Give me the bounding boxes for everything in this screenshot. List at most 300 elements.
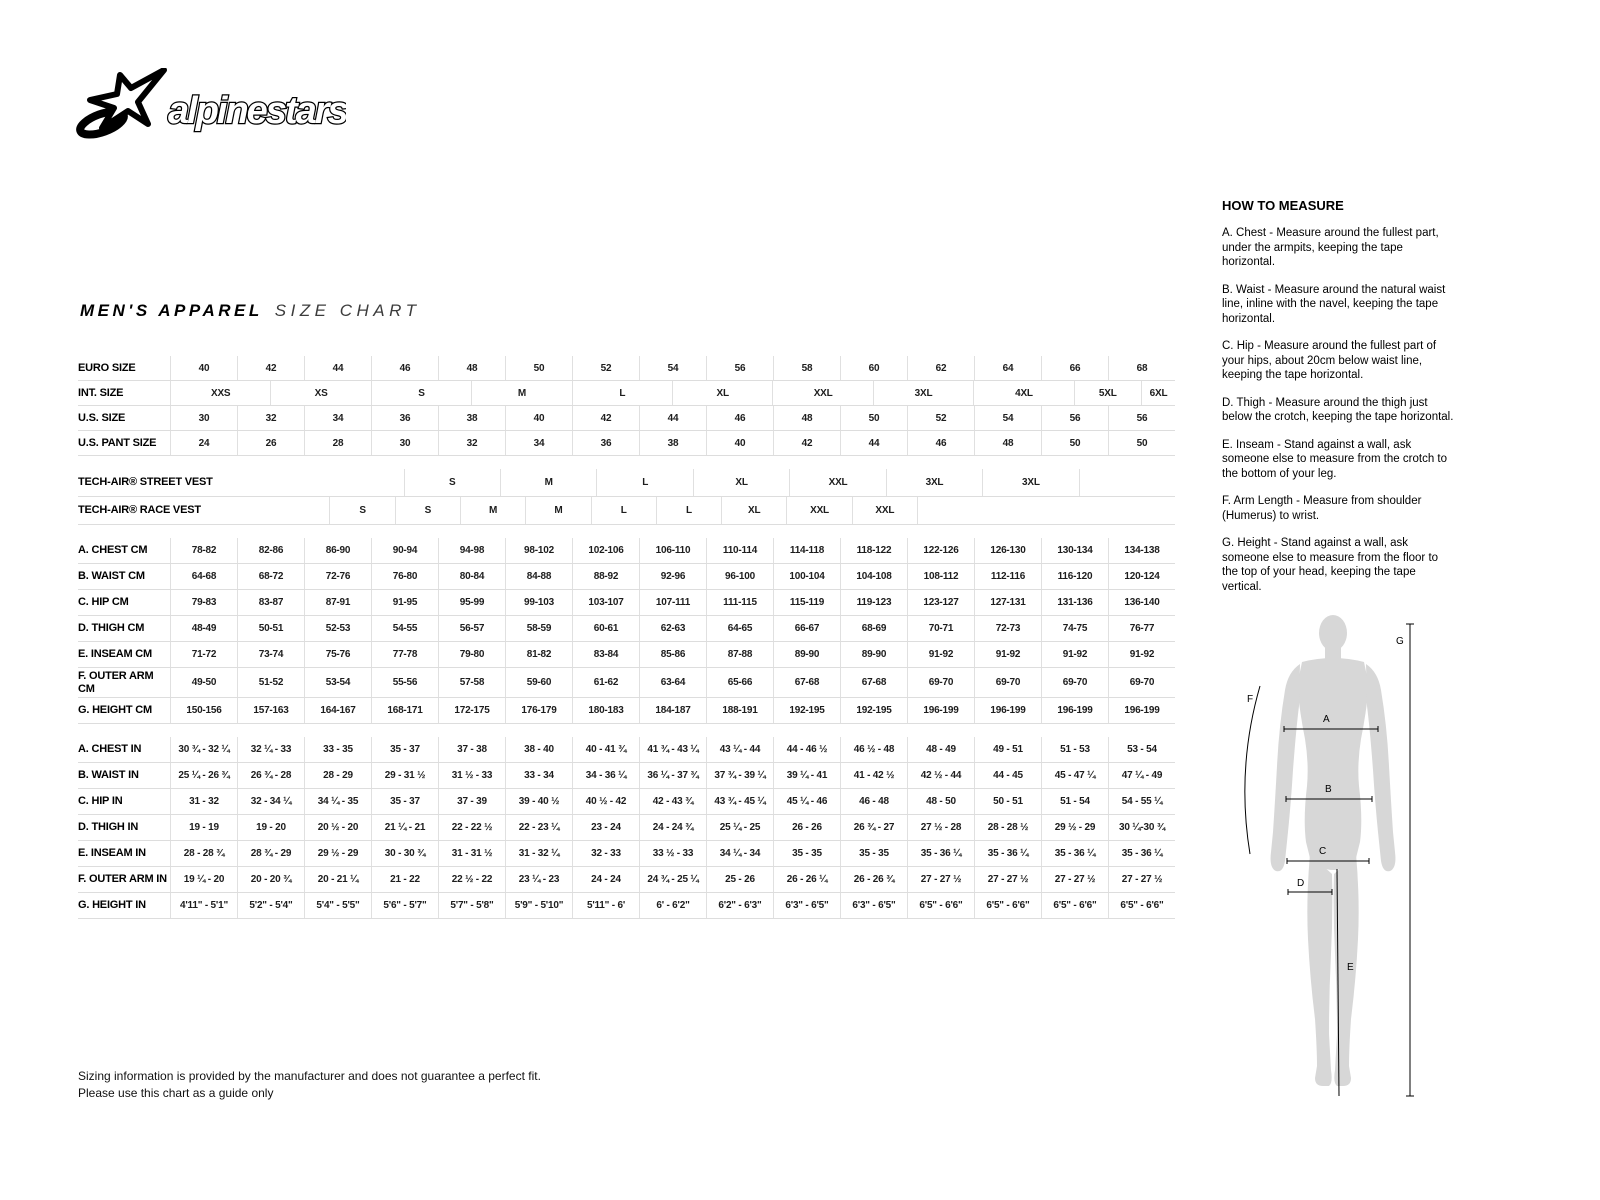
size-cell: 3XL (873, 381, 973, 405)
size-cell: 24 - 24 (572, 867, 639, 892)
size-cell: 4XL (973, 381, 1073, 405)
row-label: F. OUTER ARM IN (78, 873, 167, 886)
size-cell: 29 ½ - 29 (1041, 815, 1108, 840)
size-cell: 31 - 32 ¼ (505, 841, 572, 866)
table-row (78, 406, 1175, 431)
size-cell: 27 ½ - 28 (907, 815, 974, 840)
size-cell: 131-136 (1041, 590, 1108, 615)
size-cell: 35 - 37 (371, 789, 438, 814)
size-cell: 6'3" - 6'5" (773, 893, 840, 918)
label-chest: A (1323, 714, 1330, 725)
size-cell: 122-126 (907, 538, 974, 563)
size-cell: 58 (773, 356, 840, 380)
size-cell: 36 ¼ - 37 ¾ (639, 763, 706, 788)
size-cell: 50-51 (237, 616, 304, 641)
size-cell: 6'5" - 6'6" (1108, 893, 1175, 918)
size-cell: 91-95 (371, 590, 438, 615)
size-cell: L (591, 497, 656, 524)
measure-instruction: C. Hip - Measure around the fullest part of your hips, about 20cm below waist line, keeping the tape horizontal. (1222, 340, 1437, 381)
measure-instruction: A. Chest - Measure around the fullest part, under the armpits, keeping the tape horizontal. (1222, 227, 1439, 268)
size-cell: 36 (572, 431, 639, 455)
size-cell: 196-199 (1041, 698, 1108, 723)
size-cell: 49 - 51 (974, 737, 1041, 762)
size-cell: 5'7" - 5'8" (438, 893, 505, 918)
size-cell: 196-199 (1108, 698, 1175, 723)
size-cell: 91-92 (1108, 642, 1175, 667)
size-cell: 44 (639, 406, 706, 430)
size-cell: 78-82 (170, 538, 237, 563)
size-cell: 69-70 (1108, 668, 1175, 697)
size-cell: 89-90 (840, 642, 907, 667)
size-cell: 42 ½ - 44 (907, 763, 974, 788)
table-row (78, 698, 1175, 724)
size-cell: 69-70 (1041, 668, 1108, 697)
size-cell: 25 - 26 (706, 867, 773, 892)
body-silhouette (1271, 615, 1396, 1086)
size-cell: 118-122 (840, 538, 907, 563)
size-cell: 40 (170, 356, 237, 380)
size-cell: 25 ¼ - 26 ¾ (170, 763, 237, 788)
row-label: TECH-AIR® STREET VEST (78, 476, 213, 489)
size-cell: 60 (840, 356, 907, 380)
size-cell: 4'11" - 5'1" (170, 893, 237, 918)
size-cell: 6'5" - 6'6" (974, 893, 1041, 918)
size-cell: 32 ¼ - 33 (237, 737, 304, 762)
size-cell: 55-56 (371, 668, 438, 697)
size-cell: 48 - 50 (907, 789, 974, 814)
size-cell: 45 - 47 ¼ (1041, 763, 1108, 788)
table-row (78, 642, 1175, 668)
size-cell: 68-69 (840, 616, 907, 641)
row-label: C. HIP IN (78, 795, 123, 808)
size-cell: 91-92 (974, 642, 1041, 667)
size-cell: 50 - 51 (974, 789, 1041, 814)
title-main: MEN'S APPAREL (80, 301, 263, 320)
size-cell: 81-82 (505, 642, 572, 667)
size-cell: 56 (1041, 406, 1108, 430)
row-label: TECH-AIR® RACE VEST (78, 504, 201, 517)
size-cell: 39 ¼ - 41 (773, 763, 840, 788)
size-cell: 136-140 (1108, 590, 1175, 615)
size-cell: 6' - 6'2" (639, 893, 706, 918)
size-cell: 20 ½ - 20 (304, 815, 371, 840)
alpinestars-logo (76, 68, 346, 151)
size-cell: 5'2" - 5'4" (237, 893, 304, 918)
size-cell: 42 (237, 356, 304, 380)
size-cell: 24 ¾ - 25 ¼ (639, 867, 706, 892)
size-cell: 34 (304, 406, 371, 430)
size-cell: 32 (237, 406, 304, 430)
size-cell: M (525, 497, 590, 524)
size-cell: 48-49 (170, 616, 237, 641)
size-cell: 65-66 (706, 668, 773, 697)
size-cell: 25 ¼ - 25 (706, 815, 773, 840)
size-cell: 91-92 (907, 642, 974, 667)
size-cell: 46 (907, 431, 974, 455)
size-cell: 130-134 (1041, 538, 1108, 563)
size-cell: 34 (505, 431, 572, 455)
row-label: D. THIGH IN (78, 821, 139, 834)
size-cell: M (460, 497, 525, 524)
size-cell: 64-68 (170, 564, 237, 589)
table-row (78, 356, 1175, 381)
row-label: E. INSEAM IN (78, 847, 146, 860)
size-cell: 37 - 39 (438, 789, 505, 814)
row-label: A. CHEST IN (78, 743, 142, 756)
size-cell: 6XL (1141, 381, 1175, 405)
size-cell: XXL (789, 469, 885, 496)
size-cell: 126-130 (974, 538, 1041, 563)
size-cell: 41 - 42 ½ (840, 763, 907, 788)
row-label: C. HIP CM (78, 596, 129, 609)
table-row (78, 737, 1175, 763)
size-cell: 31 - 31 ½ (438, 841, 505, 866)
size-cell: 76-80 (371, 564, 438, 589)
size-cell: 62-63 (639, 616, 706, 641)
size-cell: 50 (840, 406, 907, 430)
row-label: U.S. PANT SIZE (78, 436, 157, 449)
size-cell: 192-195 (840, 698, 907, 723)
size-cell: L (596, 469, 692, 496)
size-cell: 53-54 (304, 668, 371, 697)
table-row (78, 763, 1175, 789)
size-cell: 35 - 35 (773, 841, 840, 866)
size-cell: 91-92 (1041, 642, 1108, 667)
size-cell: 184-187 (639, 698, 706, 723)
size-cell: 44 - 46 ½ (773, 737, 840, 762)
size-cell: XL (672, 381, 772, 405)
size-cell: 79-80 (438, 642, 505, 667)
size-cell: 150-156 (170, 698, 237, 723)
size-cell: 19 - 19 (170, 815, 237, 840)
row-label: G. HEIGHT IN (78, 899, 146, 912)
row-label: F. OUTER ARM CM (78, 670, 154, 695)
size-cell: 180-183 (572, 698, 639, 723)
size-cell: 48 (438, 356, 505, 380)
table-row (78, 564, 1175, 590)
size-cell: 40 (505, 406, 572, 430)
size-cell: 52 (907, 406, 974, 430)
size-cell: 87-91 (304, 590, 371, 615)
table-row (78, 616, 1175, 642)
size-cell: 35 - 37 (371, 737, 438, 762)
size-cell (201, 497, 330, 524)
measure-instruction: B. Waist - Measure around the natural waist line, inline with the navel, keeping the tape horizontal. (1222, 283, 1446, 325)
size-cell: 24 - 24 ¾ (639, 815, 706, 840)
size-cell: M (471, 381, 571, 405)
size-cell: 35 - 36 ¼ (974, 841, 1041, 866)
size-cell: 74-75 (1041, 616, 1108, 641)
size-cell: 82-86 (237, 538, 304, 563)
size-cell: 37 - 38 (438, 737, 505, 762)
alpinestars-star-icon (77, 70, 164, 139)
size-cell: 51-52 (237, 668, 304, 697)
size-cell: 6'5" - 6'6" (907, 893, 974, 918)
size-cell: 38 (639, 431, 706, 455)
row-label: EURO SIZE (78, 361, 136, 374)
label-waist: B (1325, 784, 1332, 795)
size-cell: 107-111 (639, 590, 706, 615)
measure-instructions (1222, 226, 1454, 594)
size-cell: 6'5" - 6'6" (1041, 893, 1108, 918)
logo-wordmark: alpinestars (168, 90, 346, 132)
size-cell: 30 (371, 431, 438, 455)
size-cell: 54 (639, 356, 706, 380)
size-cell: L (572, 381, 672, 405)
size-cell: 95-99 (438, 590, 505, 615)
size-cell: 90-94 (371, 538, 438, 563)
size-cell: S (395, 497, 460, 524)
size-cell: 19 ¼ - 20 (170, 867, 237, 892)
size-cell: XL (721, 497, 786, 524)
size-cell: 26 ¾ - 27 (840, 815, 907, 840)
table-section-in (78, 737, 1175, 919)
size-cell: 85-86 (639, 642, 706, 667)
size-cell: 35 - 36 ¼ (1041, 841, 1108, 866)
size-cell: 123-127 (907, 590, 974, 615)
size-cell: 188-191 (706, 698, 773, 723)
size-cell: 53 - 54 (1108, 737, 1175, 762)
size-cell: 31 ½ - 33 (438, 763, 505, 788)
size-cell: 51 - 53 (1041, 737, 1108, 762)
size-cell: 22 - 23 ¼ (505, 815, 572, 840)
label-inseam: E (1347, 962, 1354, 973)
size-cell: 27 - 27 ½ (1108, 867, 1175, 892)
size-cell: 32 - 33 (572, 841, 639, 866)
table-row (78, 815, 1175, 841)
row-label: A. CHEST CM (78, 544, 148, 557)
height-line (1406, 624, 1414, 1096)
size-cell: 52-53 (304, 616, 371, 641)
size-cell: 3XL (982, 469, 1078, 496)
size-cell: 31 - 32 (170, 789, 237, 814)
size-cell: 99-103 (505, 590, 572, 615)
size-cell: 157-163 (237, 698, 304, 723)
size-cell: 102-106 (572, 538, 639, 563)
table-row (78, 431, 1175, 456)
size-cell: 84-88 (505, 564, 572, 589)
disclaimer-line-1: Sizing information is provided by the manufacturer and does not guarantee a perfect fit. (78, 1069, 541, 1083)
size-cell: 89-90 (773, 642, 840, 667)
row-label: G. HEIGHT CM (78, 704, 152, 717)
size-cell: 32 - 34 ¼ (237, 789, 304, 814)
size-cell: 22 - 22 ½ (438, 815, 505, 840)
label-height: G (1396, 636, 1404, 647)
measure-instruction: E. Inseam - Stand against a wall, ask someone else to measure from the crotch to the bottom of your leg. (1222, 438, 1447, 480)
size-cell: 36 (371, 406, 438, 430)
size-cell: 30 (170, 406, 237, 430)
measure-instruction: D. Thigh - Measure around the thigh just below the crotch, keeping the tape horizontal. (1222, 396, 1454, 423)
size-cell: 26 (237, 431, 304, 455)
size-cell: 28 (304, 431, 371, 455)
table-row (78, 789, 1175, 815)
table-section-vests (78, 469, 1175, 525)
size-cell: 38 - 40 (505, 737, 572, 762)
size-cell: 110-114 (706, 538, 773, 563)
size-cell: 29 - 31 ½ (371, 763, 438, 788)
size-cell: 35 - 36 ¼ (1108, 841, 1175, 866)
size-cell: 134-138 (1108, 538, 1175, 563)
size-cell: 42 (773, 431, 840, 455)
size-cell: XXL (772, 381, 872, 405)
size-cell: 5'6" - 5'7" (371, 893, 438, 918)
size-cell: 44 - 45 (974, 763, 1041, 788)
how-to-measure-panel (1222, 198, 1454, 607)
size-cell: 40 - 41 ¾ (572, 737, 639, 762)
size-cell: 42 (572, 406, 639, 430)
size-cell: 66 (1041, 356, 1108, 380)
size-cell: 27 - 27 ½ (974, 867, 1041, 892)
size-cell: 172-175 (438, 698, 505, 723)
table-row (78, 867, 1175, 893)
size-cell: 34 - 36 ¼ (572, 763, 639, 788)
measure-instruction: G. Height - Stand against a wall, ask someone else to measure from the floor to the top of your head, keeping the tape vertical. (1222, 537, 1439, 593)
size-cell: 66-67 (773, 616, 840, 641)
label-arm: F (1247, 694, 1254, 705)
size-cell: 50 (1108, 431, 1175, 455)
size-cell: 45 ¼ - 46 (773, 789, 840, 814)
size-cell: 48 (974, 431, 1041, 455)
size-cell: 50 (505, 356, 572, 380)
size-cell: XXL (852, 497, 917, 524)
size-cell: 43 ¼ - 44 (706, 737, 773, 762)
size-cell: 23 - 24 (572, 815, 639, 840)
size-cell: 86-90 (304, 538, 371, 563)
size-cell: S (404, 469, 500, 496)
size-cell: 5'11" - 6' (572, 893, 639, 918)
size-cell: 77-78 (371, 642, 438, 667)
size-cell: 103-107 (572, 590, 639, 615)
size-cell: 176-179 (505, 698, 572, 723)
table-section-cm (78, 538, 1175, 724)
size-cell: 57-58 (438, 668, 505, 697)
label-thigh: D (1297, 878, 1305, 889)
size-cell: 28 - 28 ½ (974, 815, 1041, 840)
table-row (78, 841, 1175, 867)
size-cell: 79-83 (170, 590, 237, 615)
size-cell: 35 - 35 (840, 841, 907, 866)
size-cell: 62 (907, 356, 974, 380)
size-cell: XS (270, 381, 370, 405)
size-cell (917, 497, 1175, 524)
size-cell: 164-167 (304, 698, 371, 723)
size-cell: 52 (572, 356, 639, 380)
size-cell: 76-77 (1108, 616, 1175, 641)
size-cell: 48 (773, 406, 840, 430)
size-cell: 49-50 (170, 668, 237, 697)
size-cell: 54-55 (371, 616, 438, 641)
size-cell: 42 - 43 ¾ (639, 789, 706, 814)
size-cell: 26 - 26 ¼ (773, 867, 840, 892)
size-cell: 6'2" - 6'3" (706, 893, 773, 918)
size-cell: 40 (706, 431, 773, 455)
size-cell: 26 - 26 ¾ (840, 867, 907, 892)
size-cell: 33 - 35 (304, 737, 371, 762)
table-row (78, 590, 1175, 616)
size-cell: 29 ½ - 29 (304, 841, 371, 866)
size-cell: 83-84 (572, 642, 639, 667)
title-sub: SIZE CHART (274, 301, 421, 320)
size-cell: 21 - 22 (371, 867, 438, 892)
size-cell: 69-70 (974, 668, 1041, 697)
size-cell: XXL (786, 497, 851, 524)
size-cell: L (656, 497, 721, 524)
size-cell: 111-115 (706, 590, 773, 615)
size-cell: 94-98 (438, 538, 505, 563)
row-label: INT. SIZE (78, 386, 124, 399)
size-cell: 70-71 (907, 616, 974, 641)
size-cell: 26 - 26 (773, 815, 840, 840)
row-label: B. WAIST IN (78, 769, 139, 782)
size-cell: 5XL (1074, 381, 1141, 405)
table-row (78, 668, 1175, 698)
size-cell: 46 ½ - 48 (840, 737, 907, 762)
size-cell: 88-92 (572, 564, 639, 589)
size-cell: 73-74 (237, 642, 304, 667)
size-cell: 80-84 (438, 564, 505, 589)
size-cell: 56 (706, 356, 773, 380)
size-cell: 87-88 (706, 642, 773, 667)
size-cell: 104-108 (840, 564, 907, 589)
size-cell: XL (693, 469, 789, 496)
size-cell: 59-60 (505, 668, 572, 697)
size-cell: 98-102 (505, 538, 572, 563)
size-cell: 68-72 (237, 564, 304, 589)
size-cell: 115-119 (773, 590, 840, 615)
size-cell: 196-199 (907, 698, 974, 723)
size-cell: 46 - 48 (840, 789, 907, 814)
size-cell: 22 ½ - 22 (438, 867, 505, 892)
row-label: E. INSEAM CM (78, 648, 152, 661)
size-cell: 41 ¾ - 43 ¼ (639, 737, 706, 762)
size-cell: 64 (974, 356, 1041, 380)
size-cell: 24 (170, 431, 237, 455)
size-cell: 47 ¼ - 49 (1108, 763, 1175, 788)
size-cell: 19 - 20 (237, 815, 304, 840)
size-cell: 30 ¾ - 32 ¼ (170, 737, 237, 762)
size-cell: 83-87 (237, 590, 304, 615)
size-table (78, 356, 1175, 919)
arm-length-line (1245, 686, 1260, 854)
size-cell: 56 (1108, 406, 1175, 430)
size-cell (1079, 469, 1175, 496)
size-cell: 120-124 (1108, 564, 1175, 589)
size-cell: 112-116 (974, 564, 1041, 589)
size-cell: 196-199 (974, 698, 1041, 723)
size-cell: 30 ¼-30 ¾ (1108, 815, 1175, 840)
size-cell: 58-59 (505, 616, 572, 641)
size-cell: 35 - 36 ¼ (907, 841, 974, 866)
size-cell: 54 - 55 ¼ (1108, 789, 1175, 814)
size-cell: 119-123 (840, 590, 907, 615)
table-row (78, 469, 1175, 497)
size-cell: 39 - 40 ½ (505, 789, 572, 814)
size-cell: 72-73 (974, 616, 1041, 641)
size-cell: 32 (438, 431, 505, 455)
size-cell: 48 - 49 (907, 737, 974, 762)
size-cell: S (371, 381, 471, 405)
size-cell: 92-96 (639, 564, 706, 589)
size-cell: 63-64 (639, 668, 706, 697)
size-cell: 44 (840, 431, 907, 455)
size-cell: 34 ¼ - 35 (304, 789, 371, 814)
size-cell: 60-61 (572, 616, 639, 641)
size-cell: 67-68 (773, 668, 840, 697)
size-cell: XXS (170, 381, 270, 405)
size-cell: 44 (304, 356, 371, 380)
size-cell: S (329, 497, 394, 524)
measure-instruction: F. Arm Length - Measure from shoulder (Humerus) to wrist. (1222, 495, 1422, 522)
